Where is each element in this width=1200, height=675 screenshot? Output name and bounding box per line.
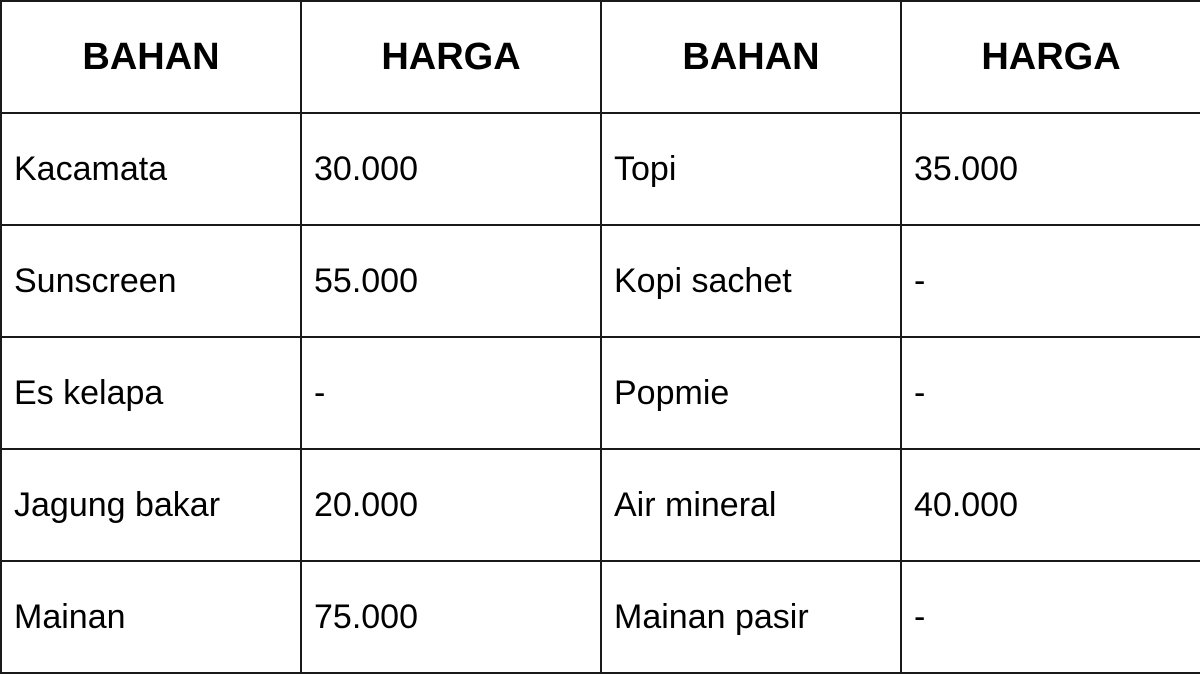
header-bahan-left: BAHAN: [1, 1, 301, 113]
item-price-cell: 20.000: [301, 449, 601, 561]
item-price-cell: -: [901, 337, 1200, 449]
item-price-cell: 55.000: [301, 225, 601, 337]
item-price-cell: 30.000: [301, 113, 601, 225]
table-row: [1, 449, 1200, 561]
header-harga-left: HARGA: [301, 1, 601, 113]
item-price-cell: -: [301, 337, 601, 449]
item-name-cell: Kopi sachet: [601, 225, 901, 337]
item-name-cell: Mainan: [1, 561, 301, 673]
header-harga-right: HARGA: [901, 1, 1200, 113]
table-header-row: [1, 1, 1200, 113]
header-bahan-right: BAHAN: [601, 1, 901, 113]
table-row: [1, 113, 1200, 225]
table-row: [1, 225, 1200, 337]
item-price-cell: -: [901, 561, 1200, 673]
item-name-cell: Air mineral: [601, 449, 901, 561]
item-name-cell: Es kelapa: [1, 337, 301, 449]
item-name-cell: Mainan pasir: [601, 561, 901, 673]
item-name-cell: Kacamata: [1, 113, 301, 225]
item-name-cell: Topi: [601, 113, 901, 225]
table-row: [1, 561, 1200, 673]
item-price-cell: 40.000: [901, 449, 1200, 561]
item-name-cell: Popmie: [601, 337, 901, 449]
table-row: [1, 337, 1200, 449]
item-price-cell: 35.000: [901, 113, 1200, 225]
item-name-cell: Sunscreen: [1, 225, 301, 337]
item-name-cell: Jagung bakar: [1, 449, 301, 561]
item-price-cell: 75.000: [301, 561, 601, 673]
item-price-cell: -: [901, 225, 1200, 337]
